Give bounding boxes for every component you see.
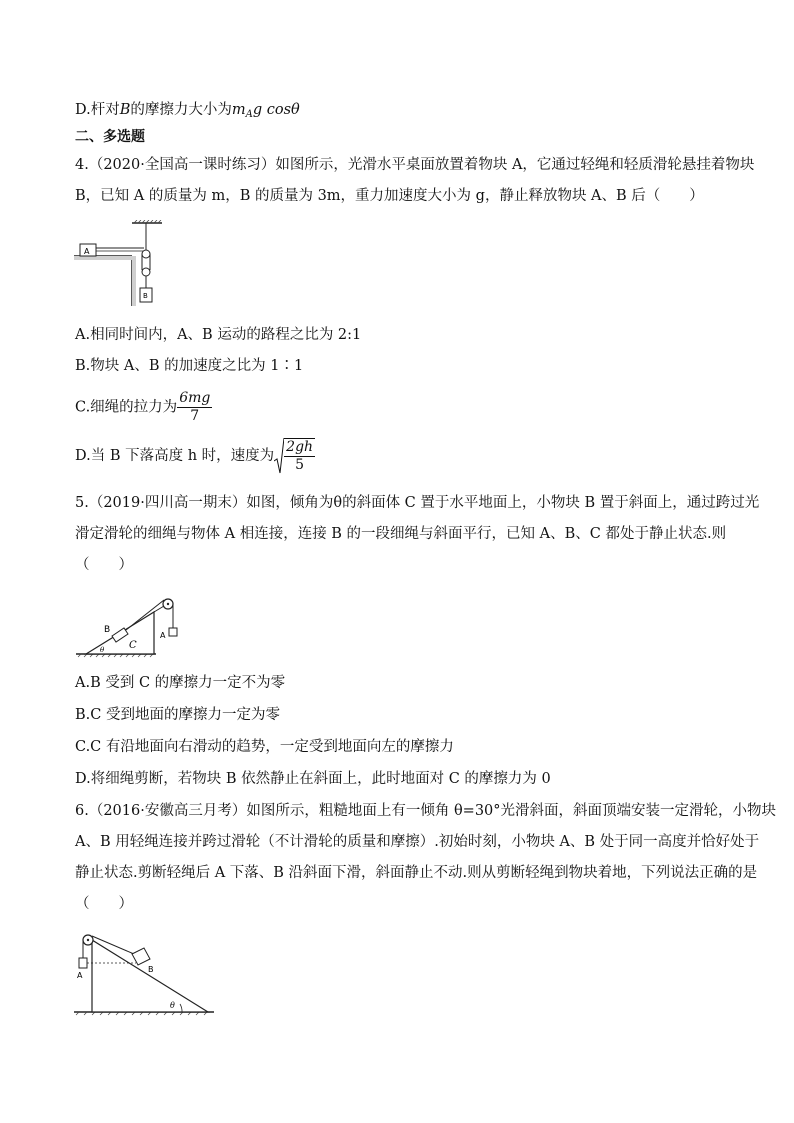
q4-option-d: D.当 B 下落高度 h 时，速度为 $\frac{2gh}{5}$	[75, 439, 314, 473]
sqrt-symbol	[274, 437, 284, 475]
q4-option-c: C.细绳的拉力为 $\frac{6mg}{7}$	[75, 390, 211, 424]
formula-m: m	[231, 102, 246, 118]
q4-label-b: B	[143, 292, 148, 300]
q5-option-b: B.C 受到地面的摩擦力一定为零	[75, 707, 280, 723]
q4-figure	[74, 220, 174, 310]
q4-label-a: A	[84, 247, 90, 256]
q5-label-theta: θ	[100, 646, 105, 654]
q6-stem-line3: 静止状态.剪断轻绳后 A 下落、B 沿斜面下滑，斜面静止不动.则从剪断轻绳到物块着地，下列说法正确的是	[75, 865, 758, 881]
q6-label-theta: θ	[170, 1001, 175, 1010]
q5-figure	[74, 590, 194, 660]
q6-stem-line2: A、B 用轻绳连接并跨过滑轮（不计滑轮的质量和摩擦）.初始时刻，小物块 A、B 处于同一高度并恰好处于	[75, 834, 760, 850]
q5-label-c: C	[129, 640, 137, 651]
q4-option-c-fraction: $\frac{6mg}{7}$	[179, 390, 211, 424]
q5-label-a: A	[160, 631, 166, 640]
q4-option-a: A.相同时间内，A、B 运动的路程之比为 2:1	[75, 327, 362, 343]
q5-stem-line1: 5.（2019·四川高一期末）如图，倾角为θ的斜面体 C 置于水平地面上，小物块 B 置于斜面上，通过跨过光	[75, 495, 760, 511]
q4-stem-line2: B，已知 A 的质量为 m，B 的质量为 3m，重力加速度大小为 g，静止释放物块 A、B 后（ ）	[75, 188, 704, 204]
q4-stem-line1: 4.（2020·全国高一课时练习）如图所示，光滑水平桌面放置着物块 A，它通过轻绳和轻质滑轮悬挂着物块	[75, 157, 755, 173]
q6-label-a: A	[77, 971, 83, 980]
q5-stem-line2: 滑定滑轮的细绳与物体 A 相连接，连接 B 的一段细绳与斜面平行，已知 A、B、C 都处于静止状态.则	[75, 526, 727, 542]
q5-option-c: C.C 有沿地面向右滑动的趋势，一定受到地面向左的摩擦力	[75, 739, 454, 755]
q6-figure	[72, 926, 218, 1018]
q6-stem-line4: （ ）	[75, 896, 133, 912]
q5-option-d: D.将细绳剪断，若物块 B 依然静止在斜面上，此时地面对 C 的摩擦力为 0	[75, 771, 551, 787]
q4-option-d-fraction: $\frac{2gh}{5}$	[286, 439, 314, 473]
q5-label-b: B	[104, 625, 111, 635]
q3-option-d: D.杆对B的摩擦力大小为$m_Ag$ cosθ	[75, 102, 300, 120]
q4-option-b: B.物块 A、B 的加速度之比为 1∶1	[75, 358, 304, 374]
section-title: 二、多选题	[75, 129, 145, 145]
q5-stem-line3: （ ）	[75, 557, 133, 573]
q5-option-a: A.B 受到 C 的摩擦力一定不为零	[75, 675, 286, 691]
q6-label-b: B	[148, 965, 154, 974]
q6-stem-line1: 6.（2016·安徽高三月考）如图所示，粗糙地面上有一倾角 θ=30°光滑斜面，斜面顶端安装一定滑轮，小物块	[75, 803, 777, 819]
